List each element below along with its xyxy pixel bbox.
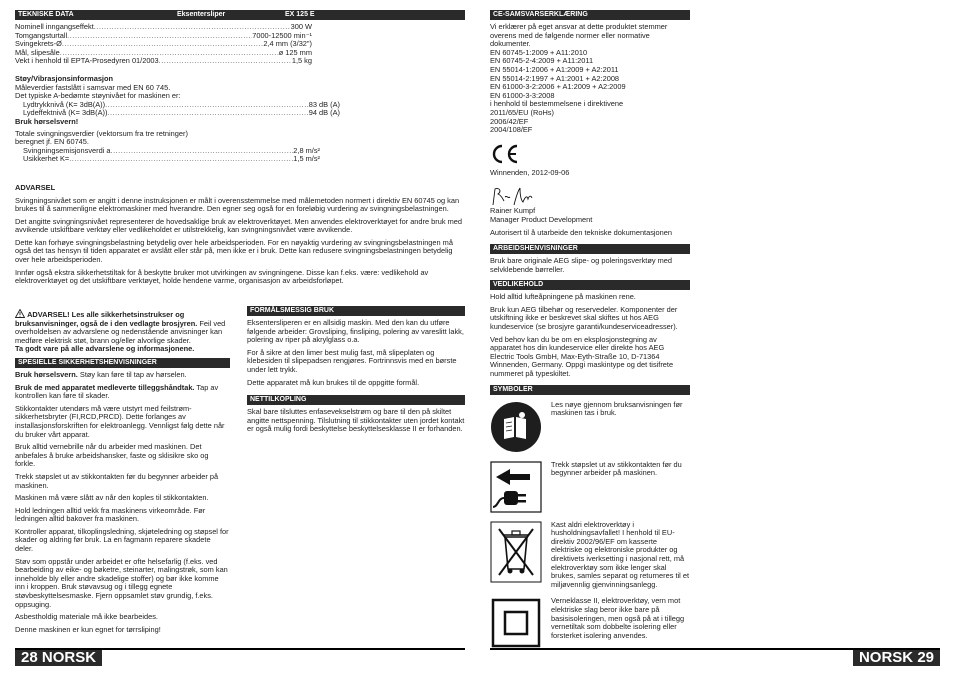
safety-paragraph: Denne maskinen er kun egnet for tørrsliping! xyxy=(15,624,161,634)
warning-block: ADVARSEL! Les alle sikkerhetsinstrukser og bruksanvisninger, også de i den vedlagte brosjyren. Feil ved overholdelsen av advarslene og nedenstående anvisninger kan medføre elektrisk støt, brann og/eller alvorlige skader. Ta godt vare på alle advarslene og informasjonene. xyxy=(15,310,226,354)
purpose-paragraph: For å sikre at den limer best mulig fast, må slipeplaten og klebesiden til slipepadsen rengjøres. Fortrinnsvis med en børste under lett trykk. xyxy=(247,347,457,374)
advarsel-paragraph: Det angitte svingningsnivået representerer de hovedsaklige bruk av elektroverktøyet. Men anvendes elektroverktøyet for andre bruk med avvikende utskiftbare verktøy eller vedlikeholdet er utilstrekkelig, kan svingningsnivået være avvikende. xyxy=(15,216,462,235)
page-number: 29 xyxy=(917,649,934,666)
safety-paragraph: Bruk de med apparatet medleverte tilleggshåndtak. Tap av kontrollen kan føre til skader. xyxy=(15,382,219,401)
maintenance-paragraph: Bruk kun AEG tilbehør og reservedeler. Komponenter der utskiftning ikke er beskrevet skal skiftes ut hos AEG kundeservice (se brosjyre garanti/kundeserviceadresser). xyxy=(490,304,678,332)
ce-line: 2004/108/EF xyxy=(490,125,533,135)
safety-paragraph: Bruk hørselsvern. Støy kan føre til tap av hørselen. xyxy=(15,369,187,379)
purpose-header: FORMÅLSMESSIG BRUK xyxy=(247,306,465,316)
purpose-paragraph: Dette apparatet må kun brukes til de oppgitte formål. xyxy=(247,377,420,387)
tech-data-header xyxy=(15,10,465,20)
weee-bin-icon xyxy=(490,521,542,583)
language-label: NORSK xyxy=(858,649,914,666)
left-right-column xyxy=(247,306,465,434)
ce-declaration xyxy=(490,23,685,135)
ce-line: Vi erklærer på eget ansvar at dette produktet stemmer overens med de følgende normer eller normative dokumenter. xyxy=(490,22,668,49)
symbols-header: SYMBOLER xyxy=(490,385,690,395)
safety-paragraph: Stikkontakter utendørs må være utstyrt med feilstrøm-sikkerhetsbryter (FI,RCD,PRCD). Dette forlanges av installasjonsforskriften for elektroanlegg. Vennligst følg dette når du bruker vårt apparat. xyxy=(15,403,225,439)
vibration-row: Usikkerhet K= ..... 1,5 m/s² xyxy=(15,155,320,164)
signatory-role: Manager Product Development xyxy=(490,214,593,224)
symbol-text: Kast aldri elektroverktøy i husholdningsavfallet! I henhold til EU-direktiv 2002/96/EF om kasserte elektriske og elektroniske produkter og direktivets iverksetting i nasjonal rett, må elektroverktøy som ikke lenger skal brukes, samles separat og returneres til et miljøvennlig gjenvinningsanlegg. xyxy=(551,519,690,589)
ce-line: 2011/65/EU (RoHs) xyxy=(490,107,554,117)
hearing-warning: Bruk hørselsvern! xyxy=(15,116,79,126)
advarsel-paragraph: Dette kan forhøye svingningsbelastning betydelig over hele arbeidsperioden. For en nøyaktig vurdering av svingningsbelastningen må også det tas hensyn til tiden apparatet er avslått eller står på, men ikke er i bruk. Dette kan redusere svingningsbelastningen betydelig over hele arbeidsperioden. xyxy=(15,237,453,265)
advarsel-section xyxy=(15,184,465,286)
mains-header: NETTILKOPLING xyxy=(247,395,465,405)
place-date: Winnenden, 2012-09-06 xyxy=(490,167,570,177)
right-page xyxy=(490,10,690,657)
safety-paragraph: Bruk alltid vernebrille når du arbeider med maskinen. Det anbefales å bruke arbeidshansker, faste og sklisikre sko og forkle. xyxy=(15,442,209,469)
safety-paragraph: Trekk støpslet ut av stikkontakten før du begynner arbeider på maskinen. xyxy=(15,471,219,490)
ce-line: EN 60745-1:2009 + A11:2010 xyxy=(490,47,588,57)
advarsel-paragraph: Innfør også ekstra sikkerhetstiltak for å beskytte bruker mot utvirkingen av svingningene. Disse kan f.eks. være: vedlikehold av elektroverktøyet og det utskiftbare verktøyet, holde hendene varme, organisasjon av arbeidsforløpet. xyxy=(15,267,429,286)
tools-text: Bruk bare originale AEG slipe- og poleringsverktøy med selvklebende børreller. xyxy=(490,256,672,274)
safety-paragraph: Maskinen må være slått av når den koples til stikkontakten. xyxy=(15,493,209,503)
spec-row: Mål, slipesåle ..... ø 125 mm xyxy=(15,49,312,58)
left-column xyxy=(15,309,230,634)
unplug-icon xyxy=(490,461,542,513)
noise-intro-2: Det typiske A-bedømte støynivået for maskinen er: xyxy=(15,91,181,101)
safety-paragraph: Asbestholdig materiale må ikke bearbeides. xyxy=(15,612,158,622)
specs-list xyxy=(15,23,312,66)
safety-paragraph: Kontroller apparat, tilkoplingsledning, skjøteledning og støpsel for skader og aldring før bruk. La en fagmann reparere skadete deler. xyxy=(15,526,229,554)
symbol-text: Verneklasse II, elektroverktøy, vern mot elektriske slag beror ikke bare på basisisoleringen, men også på at i tillegg vernetiltak som dobbelte isolering eller forsterket isolering anvendes. xyxy=(551,596,685,640)
vibration-intro: Totale svingningsverdier (vektorsum fra tre retninger) xyxy=(15,128,188,138)
symbol-row xyxy=(490,521,690,590)
spec-row: Vekt i henhold til EPTA-Prosedyren 01/2003 ..... 1,5 kg xyxy=(15,57,312,66)
ce-mark-icon xyxy=(490,144,690,166)
spec-row: Svingekrets-Ø ..... 2,4 mm (3/32") xyxy=(15,40,312,49)
safety-paragraph: Støv som oppstår under arbeidet er ofte helsefarlig (f.eks. ved bearbeiding av eike- og bøketre, steinarter, malingstrøk, som kan inneholde bly eller andre skadelige stoffer) og bør ikke komme inn i kroppen. Bruk støvavsug og i tillegg egnete støvbeskyttelsesmaske. Fjern oppsamlet støv grundig, f.eks. oppsuging. xyxy=(15,556,228,609)
symbol-row xyxy=(490,401,690,453)
advarsel-title: ADVARSEL xyxy=(15,182,56,192)
maintenance-paragraph: Hold alltid lufteåpningene på maskinen rene. xyxy=(490,292,636,302)
page-label-right xyxy=(853,650,940,666)
signatory-name: Rainer Kumpf xyxy=(490,206,536,216)
tech-data-title: TEKNISKE DATA xyxy=(18,11,74,18)
vibration-section xyxy=(15,130,320,164)
noise-intro: Måleverdier fastslått i samsvar med EN 60 745. xyxy=(15,82,171,92)
purpose-paragraph: Eksentersliperen er en allsidig maskin. Med den kan du utføre følgende arbeider: Grovsliping, finsliping, polering av vareslitt lakk, polering av riper på akrylglass o.a. xyxy=(247,318,464,345)
spec-row: Nominell inngangseffekt ..... 300 W xyxy=(15,23,312,32)
signature-icon xyxy=(490,185,690,207)
footer-right xyxy=(490,648,940,664)
page-label-left xyxy=(15,650,102,666)
symbol-row xyxy=(490,597,690,649)
footer-left xyxy=(15,648,465,664)
ce-line: i henhold til bestemmelsene i direktivene xyxy=(490,99,624,109)
noise-section xyxy=(15,75,340,127)
vibration-intro-2: beregnet jf. EN 60745. xyxy=(15,137,89,147)
left-page xyxy=(15,10,465,634)
symbol-text: Trekk støpslet ut av stikkontakten før du begynner arbeider på maskinen. xyxy=(551,459,682,478)
warning-triangle-icon xyxy=(15,309,25,318)
safety-paragraph: Hold ledningen alltid vekk fra maskinens virkeområde. Før ledningen alltid bakover fra maskinen. xyxy=(15,505,206,524)
authorized-text: Autorisert til å utarbeide den tekniske dokumentasjonen xyxy=(490,227,673,237)
page-number: 28 xyxy=(21,649,38,666)
ce-header: CE-SAMSVARSERKLÆRING xyxy=(490,10,690,20)
noise-row: Lydtrykknivå (K= 3dB(A)) ..... 83 dB (A) xyxy=(15,101,340,110)
read-manual-icon xyxy=(490,401,542,453)
ce-line: 2006/42/EF xyxy=(490,116,529,126)
symbol-text: Les nøye gjennom bruksanvisningen før maskinen tas i bruk. xyxy=(551,399,683,418)
language-label: NORSK xyxy=(41,649,97,666)
maintenance-header: VEDLIKEHOLD xyxy=(490,280,690,290)
tools-header: ARBEIDSHENVISNINGER xyxy=(490,244,690,254)
noise-row: Lydeffektnivå (K= 3dB(A)) ..... 94 dB (A) xyxy=(15,109,340,118)
mains-text: Skal bare tilsluttes enfasevekselstrøm og bare til den på skiltet angitte nettspenning. Tilslutning til stikkontakter uten jordet kontakt er også mulig fordi beskyttelse beskyttelsesklasse II er forhanden. xyxy=(247,407,465,434)
class-ii-icon xyxy=(490,597,542,649)
ce-line: EN 55014-1:2006 + A1:2009 + A2:2011 xyxy=(490,64,619,74)
noise-title: Støy/Vibrasjonsinformasjon xyxy=(15,73,114,83)
vibration-row: Svingningsemisjonsverdi a ..... 2,8 m/s² xyxy=(15,147,320,156)
ce-line: EN 60745-2-4:2009 + A11:2011 xyxy=(490,56,594,66)
ce-line: EN 55014-2:1997 + A1:2001 + A2:2008 xyxy=(490,73,620,83)
maintenance-paragraph: Ved behov kan du be om en eksplosjonstegning av apparatet hos din kundeservice eller direkte hos AEG Electric Tools GmbH, Max-Eyth-Straße 10, D-71364 Winnenden, Germany. Oppgi maskintype og det tisifrete nummeret på typeskiltet. xyxy=(490,334,674,379)
spec-row: Tomgangsturtall ..... 7000-12500 min⁻¹ xyxy=(15,32,312,41)
model-name: EX 125 E xyxy=(285,11,315,18)
safety-header: SPESIELLE SIKKERHETSHENVISNINGER xyxy=(15,358,230,368)
ce-line: EN 61000-3-3:2008 xyxy=(490,90,555,100)
symbol-row xyxy=(490,461,690,513)
symbols-list xyxy=(490,401,690,650)
product-type: Eksentersliper xyxy=(177,11,226,18)
ce-line: EN 61000-3-2:2006 + A1:2009 + A2:2009 xyxy=(490,82,626,92)
advarsel-paragraph: Svingningsnivået som er angitt i denne instruksjonen er målt i overensstemmelse med målemetoden normert i direktiv EN 60745 og kan brukes til å sammenligne elektromaskiner med hverandre. Den egner seg også for en foreløbig vurdering av svingningsbelastningen. xyxy=(15,195,460,214)
